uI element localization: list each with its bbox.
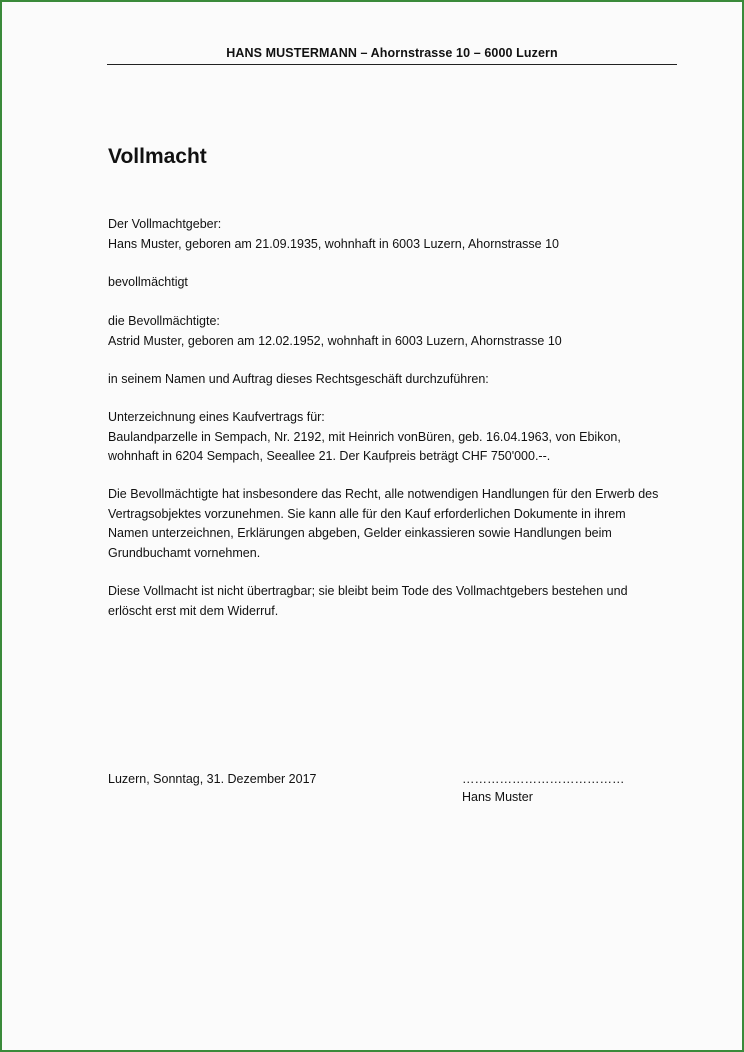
- letterhead-divider: [107, 64, 677, 65]
- powers-line: Grundbuchamt vornehmen.: [108, 545, 261, 560]
- powers-line: Die Bevollmächtigte hat insbesondere das Recht, alle notwendigen Handlungen für den Erwerb des: [108, 487, 659, 501]
- mandate-text: in seinem Namen und Auftrag dieses Rechtsgeschäft durchzuführen:: [108, 372, 489, 386]
- transaction-line: Unterzeichnung eines Kaufvertrags für:: [108, 410, 325, 424]
- signature-line: …………………………………: [462, 772, 625, 786]
- validity-line: Diese Vollmacht ist nicht übertragbar; sie bleibt beim Tode des Vollmachtgebers bestehen und: [108, 584, 628, 598]
- authorizes-block: [108, 273, 688, 293]
- mandate-block: [108, 370, 688, 390]
- powers-line: Namen unterzeichnen, Erklärungen abgeben, Gelder einkassieren sowie Handlungen beim: [108, 526, 612, 540]
- grantor-block: [108, 215, 688, 254]
- powers-line: Vertragsobjektes vorzunehmen. Sie kann alle für den Kauf erforderlichen Dokumente in ihrem: [108, 506, 626, 521]
- transaction-block: [108, 408, 688, 467]
- grantor-details: Hans Muster, geboren am 21.09.1935, wohnhaft in 6003 Luzern, Ahornstrasse 10: [108, 236, 559, 251]
- validity-block: [108, 582, 688, 621]
- agent-details: Astrid Muster, geboren am 12.02.1952, wohnhaft in 6003 Luzern, Ahornstrasse 10: [108, 333, 562, 348]
- powers-block: [108, 485, 688, 563]
- document-title: Vollmacht: [108, 145, 207, 168]
- agent-block: [108, 312, 688, 351]
- transaction-line: wohnhaft in 6204 Sempach, Seeallee 21. Der Kaufpreis beträgt CHF 750'000.--.: [108, 449, 551, 463]
- validity-line: erlöscht erst mit dem Widerruf.: [108, 603, 279, 618]
- place-date: Luzern, Sonntag, 31. Dezember 2017: [108, 772, 317, 786]
- grantor-label: Der Vollmachtgeber:: [108, 217, 222, 231]
- signature-name: Hans Muster: [462, 790, 533, 804]
- letterhead: HANS MUSTERMANN – Ahornstrasse 10 – 6000 Luzern: [226, 46, 558, 60]
- agent-label: die Bevollmächtigte:: [108, 314, 220, 328]
- authorizes-text: bevollmächtigt: [108, 275, 188, 289]
- transaction-line: Baulandparzelle in Sempach, Nr. 2192, mit Heinrich vonBüren, geb. 16.04.1963, von Ebikon,: [108, 429, 621, 444]
